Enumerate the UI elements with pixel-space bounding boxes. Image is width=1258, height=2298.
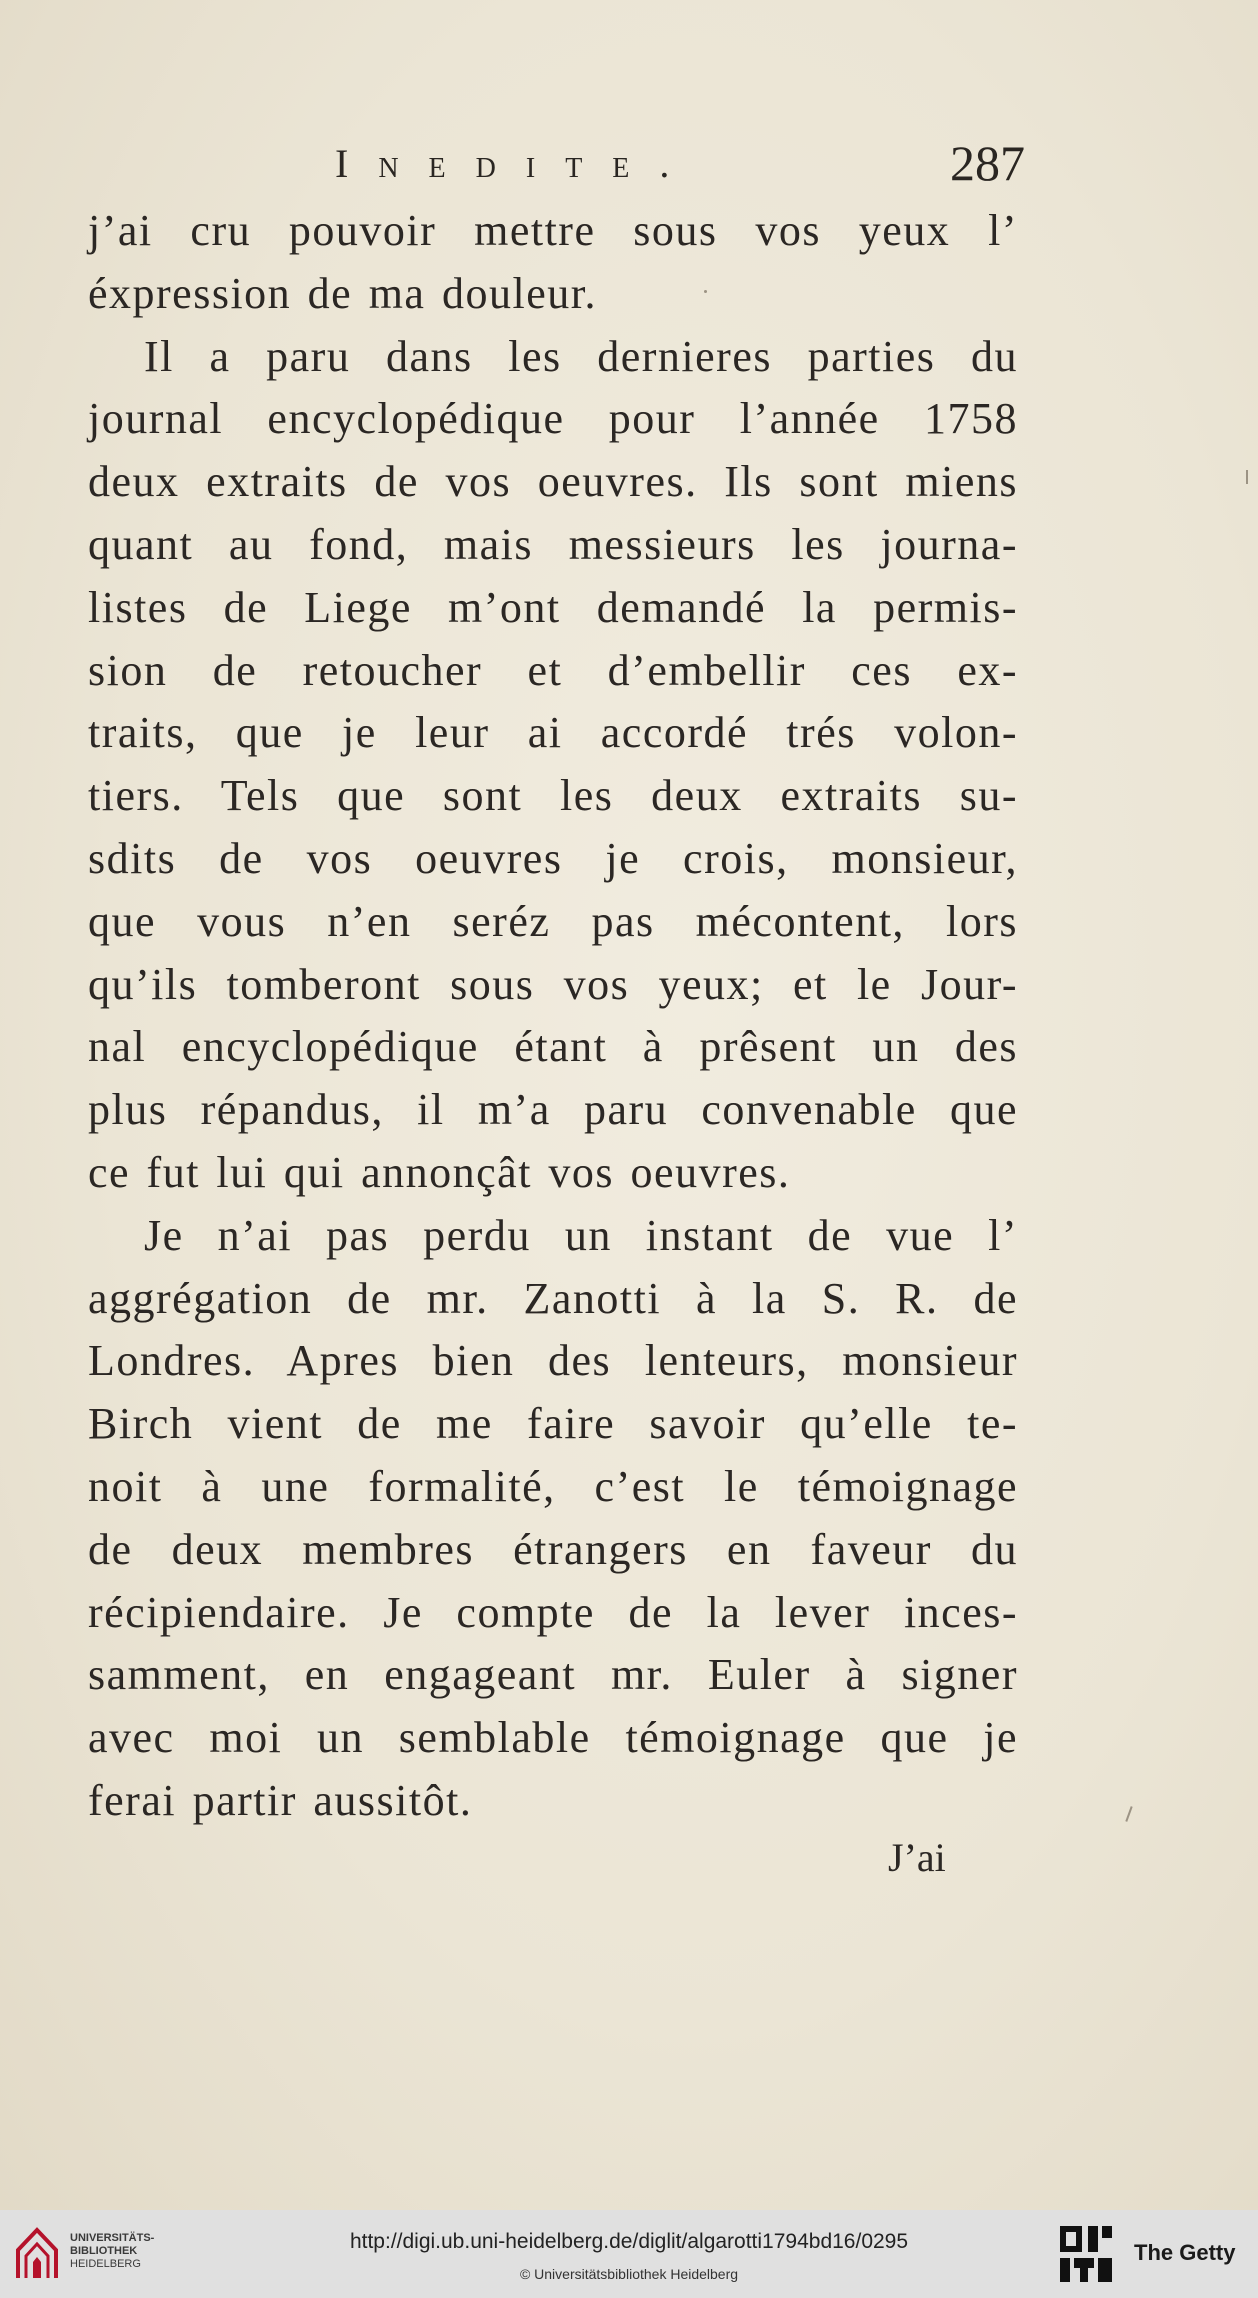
text-line: nal encyclopédique étant à prêsent un des <box>88 1022 1018 1072</box>
text-line: aggrégation de mr. Zanotti à la S. R. de <box>88 1273 1018 1323</box>
permalink-url[interactable]: http://digi.ub.uni-heidelberg.de/diglit/algarotti1794bd16/0295 <box>349 2230 909 2253</box>
text-line: listes de Liege m’ont demandé la permis- <box>88 582 1018 632</box>
text-line: plus répandus, il m’a paru convenable que <box>88 1085 1018 1135</box>
text-line: qu’ils tomberont sous vos yeux; et le Jour- <box>88 959 1018 1009</box>
paper-speck <box>704 290 707 293</box>
library-name-line: HEIDELBERG <box>70 2258 141 2270</box>
viewer-footer <box>0 2210 1258 2298</box>
partner-name: The Getty <box>1134 2240 1236 2265</box>
text-line: sdits de vos oeuvres je crois, monsieur, <box>88 833 1018 883</box>
text-line: Je n’ai pas perdu un instant de vue l’ <box>144 1210 1018 1260</box>
paper-speck <box>1246 470 1248 484</box>
page-body-text <box>88 200 1018 1833</box>
page-header <box>335 135 1025 200</box>
copyright-notice: © Universitätsbibliothek Heidelberg <box>519 2266 739 2282</box>
text-line: Londres. Apres bien des lenteurs, monsieur <box>88 1336 1018 1386</box>
text-line: récipiendaire. Je compte de la lever inces- <box>88 1587 1018 1637</box>
library-name-line: BIBLIOTHEK <box>70 2245 138 2257</box>
text-line: de deux membres étrangers en faveur du <box>88 1524 1018 1574</box>
text-line: traits, que je leur ai accordé trés volon- <box>88 708 1018 758</box>
paper-speck <box>1125 1806 1132 1822</box>
text-line: que vous n’en seréz pas mécontent, lors <box>88 896 1018 946</box>
page-number: 287 <box>950 135 1025 191</box>
text-line: ferai partir aussitôt. <box>88 1775 473 1825</box>
text-line: Birch vient de me faire savoir qu’elle te- <box>88 1399 1018 1449</box>
text-line: avec moi un semblable témoignage que je <box>88 1713 1018 1763</box>
library-name-line: UNIVERSITÄTS- <box>70 2232 155 2244</box>
text-line: ce fut lui qui annonçât vos oeuvres. <box>88 1147 791 1197</box>
text-line: éxpression de ma douleur. <box>88 268 597 318</box>
text-line: deux extraits de vos oeuvres. Ils sont miens <box>88 457 1018 507</box>
text-line: Il a paru dans les dernieres parties du <box>144 331 1018 381</box>
catchword: J’ai <box>888 1835 946 1880</box>
text-line: samment, en engageant mr. Euler à signer <box>88 1650 1018 1700</box>
text-line: quant au fond, mais messieurs les journa- <box>88 519 1018 569</box>
text-line: sion de retoucher et d’embellir ces ex- <box>88 645 1018 695</box>
text-line: j’ai cru pouvoir mettre sous vos yeux l’ <box>88 206 1018 255</box>
text-line: tiers. Tels que sont les deux extraits su- <box>88 771 1018 821</box>
running-head: Inedite. <box>335 141 700 186</box>
text-line: noit à une formalité, c’est le témoignage <box>88 1461 1018 1511</box>
getty-logo-icon <box>1058 2224 1114 2286</box>
text-line: journal encyclopédique pour l’année 1758 <box>88 394 1018 444</box>
